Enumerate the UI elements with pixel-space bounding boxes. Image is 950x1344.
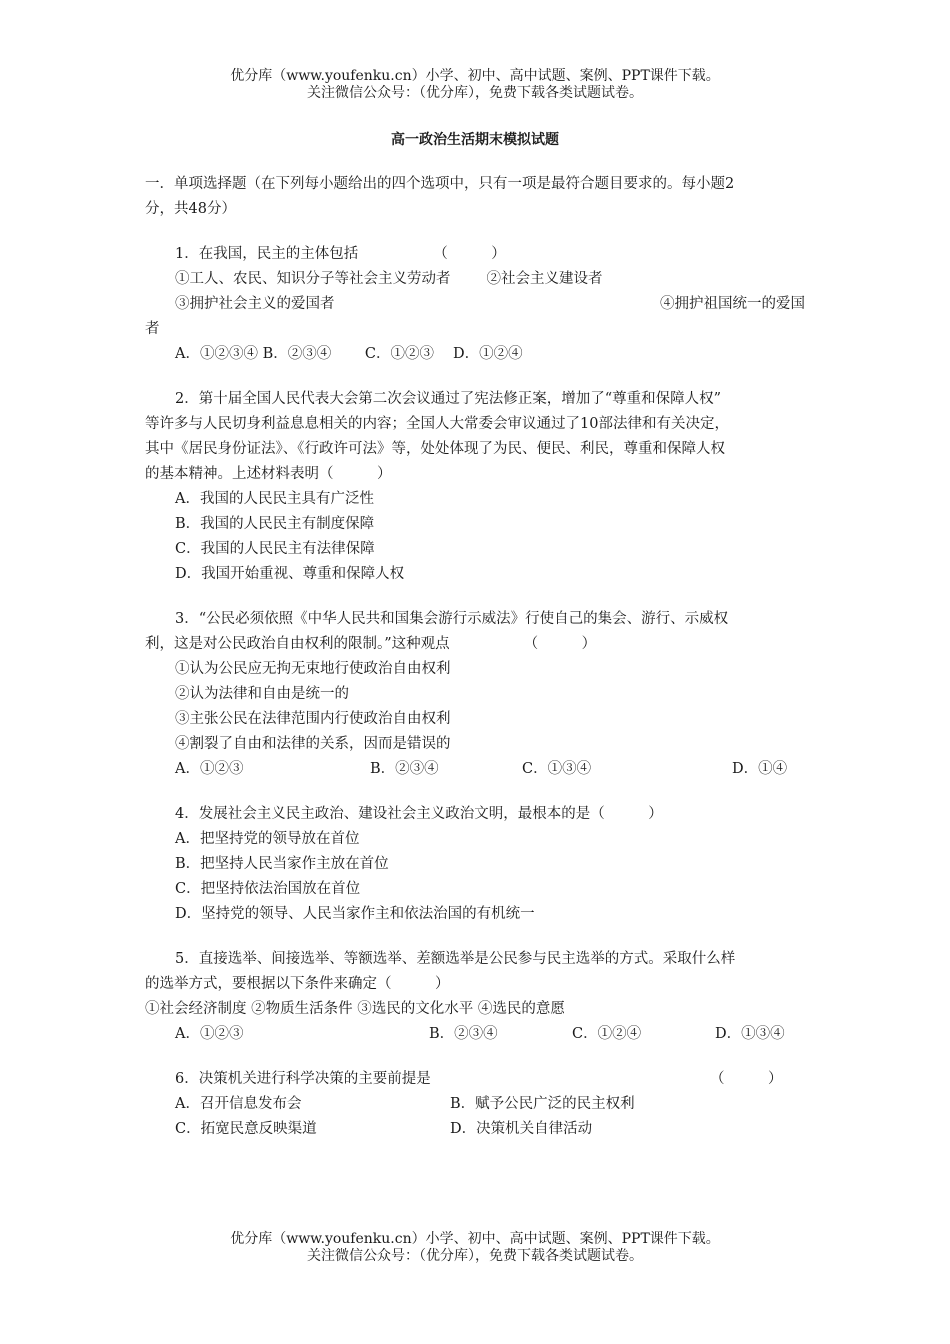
q1-item-2: ②社会主义建设者 bbox=[486, 271, 603, 287]
q1-item-3: ③拥护社会主义的爱国者 bbox=[175, 296, 335, 312]
q2-stem-line-3: 其中《居民身份证法》、《行政许可法》等，处处体现了为民、便民、利民，尊重和保障人权 bbox=[145, 441, 725, 457]
section-instructions-line-1: 一．单项选择题（在下列每小题给出的四个选项中，只有一项是最符合题目要求的。每小题2 bbox=[145, 176, 735, 192]
q5-stem-line-2: 的选举方式，要根据以下条件来确定（ ） bbox=[145, 976, 450, 992]
q5-stem-line-1: 5．直接选举、间接选举、等额选举、差额选举是公民参与民主选举的方式。采取什么样 bbox=[175, 951, 736, 967]
q2-stem-line-4: 的基本精神。上述材料表明（ ） bbox=[145, 466, 392, 482]
q1-answer-paren: （ ） bbox=[433, 246, 506, 262]
q2-stem-line-1: 2．第十届全国人民代表大会第二次会议通过了宪法修正案，增加了“尊重和保障人权” bbox=[175, 391, 722, 407]
q2-option-d: D．我国开始重视、尊重和保障人权 bbox=[175, 566, 405, 582]
q1-item-1: ①工人、农民、知识分子等社会主义劳动者 bbox=[175, 271, 451, 287]
page-header bbox=[0, 68, 950, 102]
q3-item-2: ②认为法律和自由是统一的 bbox=[175, 686, 349, 702]
q6-option-a: A．召开信息发布会 bbox=[175, 1096, 302, 1112]
q4-option-b: B．把坚持人民当家作主放在首位 bbox=[175, 856, 389, 872]
q3-option-d: D．①④ bbox=[732, 761, 788, 777]
q3-option-b: B．②③④ bbox=[370, 761, 439, 777]
q3-stem-line-1: 3．“公民必须依照《中华人民共和国集会游行示威法》行使自己的集会、游行、示威权 bbox=[175, 611, 729, 627]
q1-item-4b: 者 bbox=[145, 321, 160, 337]
q6-option-b: B．赋予公民广泛的民主权利 bbox=[450, 1096, 635, 1112]
question-4 bbox=[145, 802, 805, 927]
q4-stem: 4．发展社会主义民主政治、建设社会主义政治文明，最根本的是（ ） bbox=[175, 806, 663, 822]
header-line-2: 关注微信公众号：（优分库），免费下载各类试题试卷。 bbox=[307, 85, 643, 101]
question-3 bbox=[145, 607, 805, 782]
q5-option-b: B．②③④ bbox=[429, 1026, 498, 1042]
q3-option-a: A．①②③ bbox=[175, 761, 244, 777]
page-footer bbox=[0, 1231, 950, 1265]
question-1 bbox=[145, 242, 805, 367]
q6-option-c: C．拓宽民意反映渠道 bbox=[175, 1121, 317, 1137]
section-instructions-line-2: 分，共48分） bbox=[145, 201, 236, 217]
q1-item-4a: ④拥护祖国统一的爱国 bbox=[660, 296, 805, 312]
q3-stem-line-2: 利，这是对公民政治自由权利的限制。”这种观点 bbox=[145, 636, 450, 652]
q3-item-1: ①认为公民应无拘无束地行使政治自由权利 bbox=[175, 661, 451, 677]
q2-option-b: B．我国的人民民主有制度保障 bbox=[175, 516, 375, 532]
q2-stem-line-2: 等许多与人民切身利益息息相关的内容；全国人大常委会审议通过了10部法律和有关决定， bbox=[145, 416, 729, 432]
q6-answer-paren: （ ） bbox=[710, 1071, 783, 1087]
q5-option-a: A．①②③ bbox=[175, 1026, 244, 1042]
question-6 bbox=[145, 1067, 805, 1142]
q2-option-a: A．我国的人民民主具有广泛性 bbox=[175, 491, 374, 507]
header-line-1: 优分库（www.youfenku.cn）小学、初中、高中试题、案例、PPT课件下载。 bbox=[230, 68, 720, 84]
q4-option-a: A．把坚持党的领导放在首位 bbox=[175, 831, 360, 847]
q3-item-4: ④割裂了自由和法律的关系，因而是错误的 bbox=[175, 736, 451, 752]
q5-items: ①社会经济制度 ②物质生活条件 ③选民的文化水平 ④选民的意愿 bbox=[145, 1001, 565, 1017]
q3-answer-paren: （ ） bbox=[523, 636, 597, 652]
footer-line-2: 关注微信公众号：（优分库），免费下载各类试题试卷。 bbox=[307, 1248, 643, 1264]
q6-stem: 6．决策机关进行科学决策的主要前提是 bbox=[175, 1071, 431, 1087]
document-title: 高一政治生活期末模拟试题 bbox=[391, 132, 559, 148]
q4-option-c: C．把坚持依法治国放在首位 bbox=[175, 881, 361, 897]
q6-option-d: D．决策机关自律活动 bbox=[450, 1121, 593, 1137]
q2-option-c: C．我国的人民民主有法律保障 bbox=[175, 541, 375, 557]
question-5 bbox=[145, 947, 805, 1047]
q3-option-c: C．①③④ bbox=[522, 761, 592, 777]
q4-option-d: D．坚持党的领导、人民当家作主和依法治国的有机统一 bbox=[175, 906, 535, 922]
exam-body bbox=[145, 172, 805, 1142]
q5-option-d: D．①③④ bbox=[715, 1026, 785, 1042]
q1-stem: 1．在我国，民主的主体包括 bbox=[175, 246, 359, 262]
q3-item-3: ③主张公民在法律范围内行使政治自由权利 bbox=[175, 711, 451, 727]
question-2 bbox=[145, 387, 805, 587]
footer-line-1: 优分库（www.youfenku.cn）小学、初中、高中试题、案例、PPT课件下载。 bbox=[230, 1231, 720, 1247]
q1-options: A．①②③④ B．②③④ C．①②③ D．①②④ bbox=[175, 346, 523, 362]
q5-option-c: C．①②④ bbox=[572, 1026, 642, 1042]
